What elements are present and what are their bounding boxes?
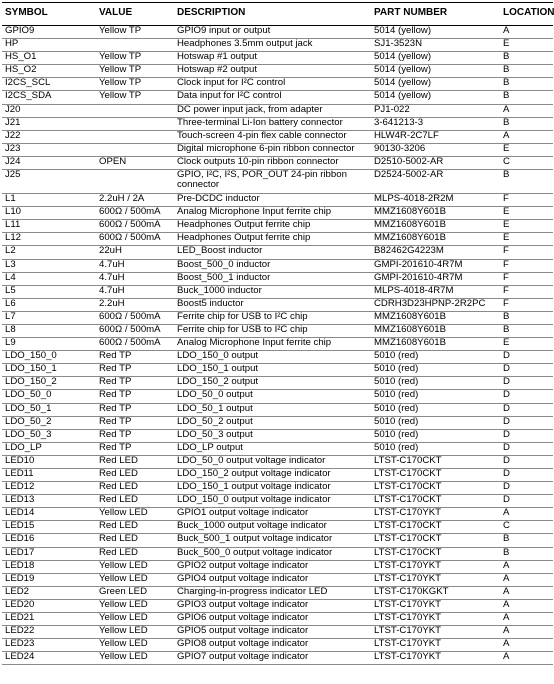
cell-value: Yellow TP bbox=[96, 26, 174, 39]
table-row bbox=[2, 521, 553, 534]
cell-symbol: LED21 bbox=[2, 613, 96, 626]
cell-value: Red TP bbox=[96, 429, 174, 442]
table-row bbox=[2, 104, 553, 117]
cell-value: Yellow TP bbox=[96, 78, 174, 91]
cell-part-number: MLPS-4018-4R7M bbox=[371, 285, 500, 298]
cell-location: B bbox=[500, 170, 553, 194]
cell-description: Boost_500_0 inductor bbox=[174, 259, 371, 272]
table-row bbox=[2, 170, 553, 194]
table-row bbox=[2, 351, 553, 364]
cell-description: GPIO9 input or output bbox=[174, 26, 371, 39]
cell-part-number: LTST-C170CKT bbox=[371, 469, 500, 482]
cell-location: B bbox=[500, 324, 553, 337]
table-row bbox=[2, 272, 553, 285]
header-symbol: SYMBOL bbox=[2, 3, 96, 26]
cell-value bbox=[96, 39, 174, 52]
table-row bbox=[2, 364, 553, 377]
cell-part-number: 3-641213-3 bbox=[371, 117, 500, 130]
cell-location: E bbox=[500, 207, 553, 220]
table-row bbox=[2, 534, 553, 547]
cell-location: D bbox=[500, 351, 553, 364]
cell-symbol: LED2 bbox=[2, 586, 96, 599]
cell-value bbox=[96, 117, 174, 130]
cell-location: F bbox=[500, 246, 553, 259]
cell-description: Buck_500_0 output voltage indicator bbox=[174, 547, 371, 560]
cell-value: 4.7uH bbox=[96, 285, 174, 298]
cell-value bbox=[96, 170, 174, 194]
cell-description: LDO_150_1 output bbox=[174, 364, 371, 377]
cell-description: Ferrite chip for USB to I²C chip bbox=[174, 324, 371, 337]
cell-value: 2.2uH bbox=[96, 298, 174, 311]
header-part-number: PART NUMBER bbox=[371, 3, 500, 26]
cell-location: B bbox=[500, 65, 553, 78]
cell-location: A bbox=[500, 599, 553, 612]
table-row bbox=[2, 26, 553, 39]
table-row bbox=[2, 52, 553, 65]
cell-part-number: GMPI-201610-4R7M bbox=[371, 259, 500, 272]
cell-location: A bbox=[500, 508, 553, 521]
header-value: VALUE bbox=[96, 3, 174, 26]
cell-symbol: LDO_150_0 bbox=[2, 351, 96, 364]
cell-description: Hotswap #2 output bbox=[174, 65, 371, 78]
cell-value: Yellow LED bbox=[96, 652, 174, 665]
cell-location: B bbox=[500, 117, 553, 130]
cell-symbol: LED18 bbox=[2, 560, 96, 573]
cell-description: GPIO2 output voltage indicator bbox=[174, 560, 371, 573]
cell-location: D bbox=[500, 442, 553, 455]
cell-symbol: LDO_50_0 bbox=[2, 390, 96, 403]
cell-description: LDO_150_0 output bbox=[174, 351, 371, 364]
cell-symbol: J25 bbox=[2, 170, 96, 194]
cell-part-number: LTST-C170YKT bbox=[371, 573, 500, 586]
cell-symbol: HP bbox=[2, 39, 96, 52]
cell-symbol: L10 bbox=[2, 207, 96, 220]
cell-value bbox=[96, 143, 174, 156]
cell-description: Buck_1000 output voltage indicator bbox=[174, 521, 371, 534]
table-row bbox=[2, 298, 553, 311]
cell-value: Yellow LED bbox=[96, 639, 174, 652]
table-row bbox=[2, 390, 553, 403]
cell-value bbox=[96, 130, 174, 143]
cell-symbol: GPIO9 bbox=[2, 26, 96, 39]
cell-part-number: B82462G4223M bbox=[371, 246, 500, 259]
table-row bbox=[2, 91, 553, 104]
cell-description: GPIO5 output voltage indicator bbox=[174, 626, 371, 639]
table-row bbox=[2, 482, 553, 495]
table-row bbox=[2, 613, 553, 626]
cell-value: 4.7uH bbox=[96, 272, 174, 285]
cell-value: Red LED bbox=[96, 455, 174, 468]
cell-part-number: 5010 (red) bbox=[371, 364, 500, 377]
cell-location: A bbox=[500, 626, 553, 639]
cell-part-number: MMZ1608Y601B bbox=[371, 207, 500, 220]
cell-part-number: LTST-C170YKT bbox=[371, 613, 500, 626]
cell-part-number: 5010 (red) bbox=[371, 442, 500, 455]
table-row bbox=[2, 560, 553, 573]
cell-value: 4.7uH bbox=[96, 259, 174, 272]
cell-symbol: J21 bbox=[2, 117, 96, 130]
table-row bbox=[2, 156, 553, 169]
cell-part-number: 5014 (yellow) bbox=[371, 78, 500, 91]
cell-part-number: PJ1-022 bbox=[371, 104, 500, 117]
component-table bbox=[2, 2, 553, 665]
cell-description: LDO_150_2 output bbox=[174, 377, 371, 390]
cell-location: F bbox=[500, 272, 553, 285]
table-row bbox=[2, 259, 553, 272]
cell-symbol: L4 bbox=[2, 272, 96, 285]
table-row bbox=[2, 626, 553, 639]
table-row bbox=[2, 586, 553, 599]
cell-part-number: LTST-C170KGKT bbox=[371, 586, 500, 599]
cell-description: Analog Microphone Input ferrite chip bbox=[174, 338, 371, 351]
table-row bbox=[2, 508, 553, 521]
cell-symbol: LED23 bbox=[2, 639, 96, 652]
cell-symbol: LED13 bbox=[2, 495, 96, 508]
cell-symbol: I2CS_SDA bbox=[2, 91, 96, 104]
cell-description: LDO_150_0 output voltage indicator bbox=[174, 495, 371, 508]
cell-part-number: 5014 (yellow) bbox=[371, 65, 500, 78]
cell-value: Red TP bbox=[96, 442, 174, 455]
cell-symbol: HS_O1 bbox=[2, 52, 96, 65]
table-body bbox=[2, 26, 553, 665]
cell-description: GPIO8 output voltage indicator bbox=[174, 639, 371, 652]
cell-description: Headphones Output ferrite chip bbox=[174, 220, 371, 233]
cell-value: Red LED bbox=[96, 547, 174, 560]
table-row bbox=[2, 455, 553, 468]
cell-description: Headphones 3.5mm output jack bbox=[174, 39, 371, 52]
cell-location: A bbox=[500, 130, 553, 143]
cell-value: Yellow LED bbox=[96, 573, 174, 586]
cell-part-number: MMZ1608Y601B bbox=[371, 220, 500, 233]
cell-value: Red LED bbox=[96, 469, 174, 482]
cell-symbol: L12 bbox=[2, 233, 96, 246]
cell-location: A bbox=[500, 26, 553, 39]
table-row bbox=[2, 442, 553, 455]
cell-location: D bbox=[500, 429, 553, 442]
header-description: DESCRIPTION bbox=[174, 3, 371, 26]
table-row bbox=[2, 117, 553, 130]
cell-location: D bbox=[500, 364, 553, 377]
cell-part-number: 5010 (red) bbox=[371, 403, 500, 416]
cell-part-number: MMZ1608Y601B bbox=[371, 311, 500, 324]
cell-symbol: L7 bbox=[2, 311, 96, 324]
cell-location: C bbox=[500, 521, 553, 534]
table-row bbox=[2, 429, 553, 442]
cell-description: Headphones Output ferrite chip bbox=[174, 233, 371, 246]
cell-location: E bbox=[500, 39, 553, 52]
cell-part-number: LTST-C170YKT bbox=[371, 599, 500, 612]
cell-part-number: LTST-C170YKT bbox=[371, 639, 500, 652]
cell-location: D bbox=[500, 495, 553, 508]
table-row bbox=[2, 194, 553, 207]
cell-description: Pre-DCDC inductor bbox=[174, 194, 371, 207]
cell-symbol: LED11 bbox=[2, 469, 96, 482]
cell-part-number: 5010 (red) bbox=[371, 429, 500, 442]
cell-part-number: HLW4R-2C7LF bbox=[371, 130, 500, 143]
cell-symbol: LED14 bbox=[2, 508, 96, 521]
cell-location: D bbox=[500, 482, 553, 495]
cell-part-number: D2510-5002-AR bbox=[371, 156, 500, 169]
cell-location: D bbox=[500, 390, 553, 403]
cell-value: Red LED bbox=[96, 534, 174, 547]
cell-part-number: MMZ1608Y601B bbox=[371, 338, 500, 351]
cell-symbol: J20 bbox=[2, 104, 96, 117]
cell-part-number: LTST-C170CKT bbox=[371, 495, 500, 508]
cell-symbol: LED22 bbox=[2, 626, 96, 639]
cell-location: A bbox=[500, 652, 553, 665]
table-row bbox=[2, 78, 553, 91]
cell-location: D bbox=[500, 416, 553, 429]
cell-location: F bbox=[500, 194, 553, 207]
table-row bbox=[2, 39, 553, 52]
cell-part-number: MMZ1608Y601B bbox=[371, 233, 500, 246]
cell-value: Yellow LED bbox=[96, 613, 174, 626]
cell-value: 600Ω / 500mA bbox=[96, 207, 174, 220]
cell-location: E bbox=[500, 338, 553, 351]
cell-part-number: MMZ1608Y601B bbox=[371, 324, 500, 337]
cell-symbol: LED20 bbox=[2, 599, 96, 612]
cell-value: 600Ω / 500mA bbox=[96, 233, 174, 246]
cell-symbol: LDO_50_1 bbox=[2, 403, 96, 416]
table-row bbox=[2, 547, 553, 560]
cell-location: C bbox=[500, 156, 553, 169]
cell-part-number: GMPI-201610-4R7M bbox=[371, 272, 500, 285]
cell-description: LDO_50_0 output bbox=[174, 390, 371, 403]
table-row bbox=[2, 324, 553, 337]
cell-value: Red TP bbox=[96, 403, 174, 416]
cell-description: Boost5 inductor bbox=[174, 298, 371, 311]
cell-description: Analog Microphone Input ferrite chip bbox=[174, 207, 371, 220]
cell-symbol: L3 bbox=[2, 259, 96, 272]
component-table-page bbox=[2, 2, 553, 665]
header-row bbox=[2, 3, 553, 26]
cell-symbol: LDO_LP bbox=[2, 442, 96, 455]
cell-description: Charging-in-progress indicator LED bbox=[174, 586, 371, 599]
table-row bbox=[2, 246, 553, 259]
cell-description: Clock input for I²C control bbox=[174, 78, 371, 91]
cell-part-number: LTST-C170YKT bbox=[371, 626, 500, 639]
cell-location: B bbox=[500, 534, 553, 547]
cell-location: B bbox=[500, 311, 553, 324]
cell-description: Data input for I²C control bbox=[174, 91, 371, 104]
cell-value: Yellow LED bbox=[96, 508, 174, 521]
cell-description: Touch-screen 4-pin flex cable connector bbox=[174, 130, 371, 143]
cell-description: Clock outputs 10-pin ribbon connector bbox=[174, 156, 371, 169]
cell-location: D bbox=[500, 455, 553, 468]
table-row bbox=[2, 495, 553, 508]
cell-description: GPIO4 output voltage indicator bbox=[174, 573, 371, 586]
cell-description: Ferrite chip for USB to I²C chip bbox=[174, 311, 371, 324]
cell-symbol: LED10 bbox=[2, 455, 96, 468]
cell-part-number: 5010 (red) bbox=[371, 377, 500, 390]
cell-part-number: LTST-C170CKT bbox=[371, 547, 500, 560]
cell-symbol: L6 bbox=[2, 298, 96, 311]
cell-description: Boost_500_1 inductor bbox=[174, 272, 371, 285]
cell-symbol: LED17 bbox=[2, 547, 96, 560]
cell-value: Yellow LED bbox=[96, 599, 174, 612]
cell-description: Three-terminal Li-Ion battery connector bbox=[174, 117, 371, 130]
cell-part-number: LTST-C170YKT bbox=[371, 652, 500, 665]
cell-symbol: LDO_50_3 bbox=[2, 429, 96, 442]
cell-value: 2.2uH / 2A bbox=[96, 194, 174, 207]
table-row bbox=[2, 639, 553, 652]
cell-symbol: L5 bbox=[2, 285, 96, 298]
table-row bbox=[2, 130, 553, 143]
cell-location: A bbox=[500, 104, 553, 117]
cell-part-number: 5010 (red) bbox=[371, 351, 500, 364]
cell-symbol: LED16 bbox=[2, 534, 96, 547]
cell-symbol: L2 bbox=[2, 246, 96, 259]
table-row bbox=[2, 469, 553, 482]
cell-symbol: LED12 bbox=[2, 482, 96, 495]
cell-location: E bbox=[500, 143, 553, 156]
cell-part-number: CDRH3D23HPNP-2R2PC bbox=[371, 298, 500, 311]
cell-location: A bbox=[500, 573, 553, 586]
cell-location: B bbox=[500, 547, 553, 560]
cell-part-number: D2524-5002-AR bbox=[371, 170, 500, 194]
cell-description: GPIO7 output voltage indicator bbox=[174, 652, 371, 665]
cell-part-number: 5014 (yellow) bbox=[371, 26, 500, 39]
cell-part-number: LTST-C170YKT bbox=[371, 508, 500, 521]
cell-value: 600Ω / 500mA bbox=[96, 338, 174, 351]
cell-part-number: 5014 (yellow) bbox=[371, 91, 500, 104]
cell-description: Buck_500_1 output voltage indicator bbox=[174, 534, 371, 547]
cell-symbol: L9 bbox=[2, 338, 96, 351]
cell-location: A bbox=[500, 560, 553, 573]
table-row bbox=[2, 311, 553, 324]
cell-symbol: I2CS_SCL bbox=[2, 78, 96, 91]
cell-value: Yellow LED bbox=[96, 626, 174, 639]
cell-part-number: 5014 (yellow) bbox=[371, 52, 500, 65]
cell-location: A bbox=[500, 586, 553, 599]
cell-symbol: LED19 bbox=[2, 573, 96, 586]
table-row bbox=[2, 285, 553, 298]
cell-part-number: LTST-C170YKT bbox=[371, 560, 500, 573]
cell-part-number: LTST-C170CKT bbox=[371, 482, 500, 495]
cell-description: GPIO, I²C, I²S, POR_OUT 24-pin ribbon connector bbox=[174, 170, 371, 194]
cell-description: GPIO1 output voltage indicator bbox=[174, 508, 371, 521]
cell-location: A bbox=[500, 639, 553, 652]
cell-symbol: J24 bbox=[2, 156, 96, 169]
cell-description: GPIO3 output voltage indicator bbox=[174, 599, 371, 612]
cell-location: F bbox=[500, 259, 553, 272]
cell-value: OPEN bbox=[96, 156, 174, 169]
cell-symbol: LDO_50_2 bbox=[2, 416, 96, 429]
table-row bbox=[2, 220, 553, 233]
cell-value: Yellow TP bbox=[96, 65, 174, 78]
cell-location: F bbox=[500, 298, 553, 311]
cell-description: LDO_150_1 output voltage indicator bbox=[174, 482, 371, 495]
cell-part-number: 5010 (red) bbox=[371, 416, 500, 429]
header-location: LOCATION bbox=[500, 3, 553, 26]
cell-symbol: L8 bbox=[2, 324, 96, 337]
table-row bbox=[2, 233, 553, 246]
cell-part-number: 5010 (red) bbox=[371, 390, 500, 403]
cell-value: Red LED bbox=[96, 482, 174, 495]
cell-description: LDO_150_2 output voltage indicator bbox=[174, 469, 371, 482]
cell-location: D bbox=[500, 377, 553, 390]
table-row bbox=[2, 143, 553, 156]
table-row bbox=[2, 338, 553, 351]
table-row bbox=[2, 652, 553, 665]
cell-value: Green LED bbox=[96, 586, 174, 599]
cell-symbol: L1 bbox=[2, 194, 96, 207]
cell-location: E bbox=[500, 233, 553, 246]
cell-description: GPIO6 output voltage indicator bbox=[174, 613, 371, 626]
cell-value: 600Ω / 500mA bbox=[96, 220, 174, 233]
cell-symbol: J22 bbox=[2, 130, 96, 143]
cell-location: E bbox=[500, 220, 553, 233]
cell-value: Red TP bbox=[96, 364, 174, 377]
cell-value: Red TP bbox=[96, 390, 174, 403]
cell-value: Red LED bbox=[96, 495, 174, 508]
table-row bbox=[2, 599, 553, 612]
cell-symbol: LDO_150_1 bbox=[2, 364, 96, 377]
cell-description: Hotswap #1 output bbox=[174, 52, 371, 65]
cell-symbol: LED15 bbox=[2, 521, 96, 534]
cell-location: B bbox=[500, 78, 553, 91]
table-row bbox=[2, 65, 553, 78]
table-row bbox=[2, 416, 553, 429]
cell-value: Yellow LED bbox=[96, 560, 174, 573]
table-row bbox=[2, 403, 553, 416]
cell-symbol: HS_O2 bbox=[2, 65, 96, 78]
cell-part-number: LTST-C170CKT bbox=[371, 521, 500, 534]
cell-part-number: SJ1-3523N bbox=[371, 39, 500, 52]
table-row bbox=[2, 377, 553, 390]
cell-part-number: 90130-3206 bbox=[371, 143, 500, 156]
cell-description: LDO_LP output bbox=[174, 442, 371, 455]
cell-description: LED_Boost inductor bbox=[174, 246, 371, 259]
cell-description: LDO_50_1 output bbox=[174, 403, 371, 416]
cell-description: LDO_50_3 output bbox=[174, 429, 371, 442]
cell-value bbox=[96, 104, 174, 117]
cell-location: F bbox=[500, 285, 553, 298]
table-row bbox=[2, 573, 553, 586]
cell-location: D bbox=[500, 469, 553, 482]
cell-description: LDO_50_2 output bbox=[174, 416, 371, 429]
cell-value: Red TP bbox=[96, 351, 174, 364]
cell-description: Buck_1000 inductor bbox=[174, 285, 371, 298]
cell-value: 22uH bbox=[96, 246, 174, 259]
cell-symbol: J23 bbox=[2, 143, 96, 156]
table-row bbox=[2, 207, 553, 220]
cell-part-number: LTST-C170CKT bbox=[371, 455, 500, 468]
cell-part-number: MLPS-4018-2R2M bbox=[371, 194, 500, 207]
cell-symbol: L11 bbox=[2, 220, 96, 233]
cell-value: Red LED bbox=[96, 521, 174, 534]
cell-value: 600Ω / 500mA bbox=[96, 324, 174, 337]
cell-location: D bbox=[500, 403, 553, 416]
table-header bbox=[2, 3, 553, 26]
cell-description: Digital microphone 6-pin ribbon connector bbox=[174, 143, 371, 156]
cell-location: A bbox=[500, 613, 553, 626]
cell-description: LDO_50_0 output voltage indicator bbox=[174, 455, 371, 468]
cell-location: B bbox=[500, 52, 553, 65]
cell-value: Yellow TP bbox=[96, 52, 174, 65]
cell-value: Red TP bbox=[96, 416, 174, 429]
cell-location: B bbox=[500, 91, 553, 104]
cell-value: Yellow TP bbox=[96, 91, 174, 104]
cell-symbol: LDO_150_2 bbox=[2, 377, 96, 390]
cell-part-number: LTST-C170CKT bbox=[371, 534, 500, 547]
cell-symbol: LED24 bbox=[2, 652, 96, 665]
cell-description: DC power input jack, from adapter bbox=[174, 104, 371, 117]
cell-value: Red TP bbox=[96, 377, 174, 390]
cell-value: 600Ω / 500mA bbox=[96, 311, 174, 324]
